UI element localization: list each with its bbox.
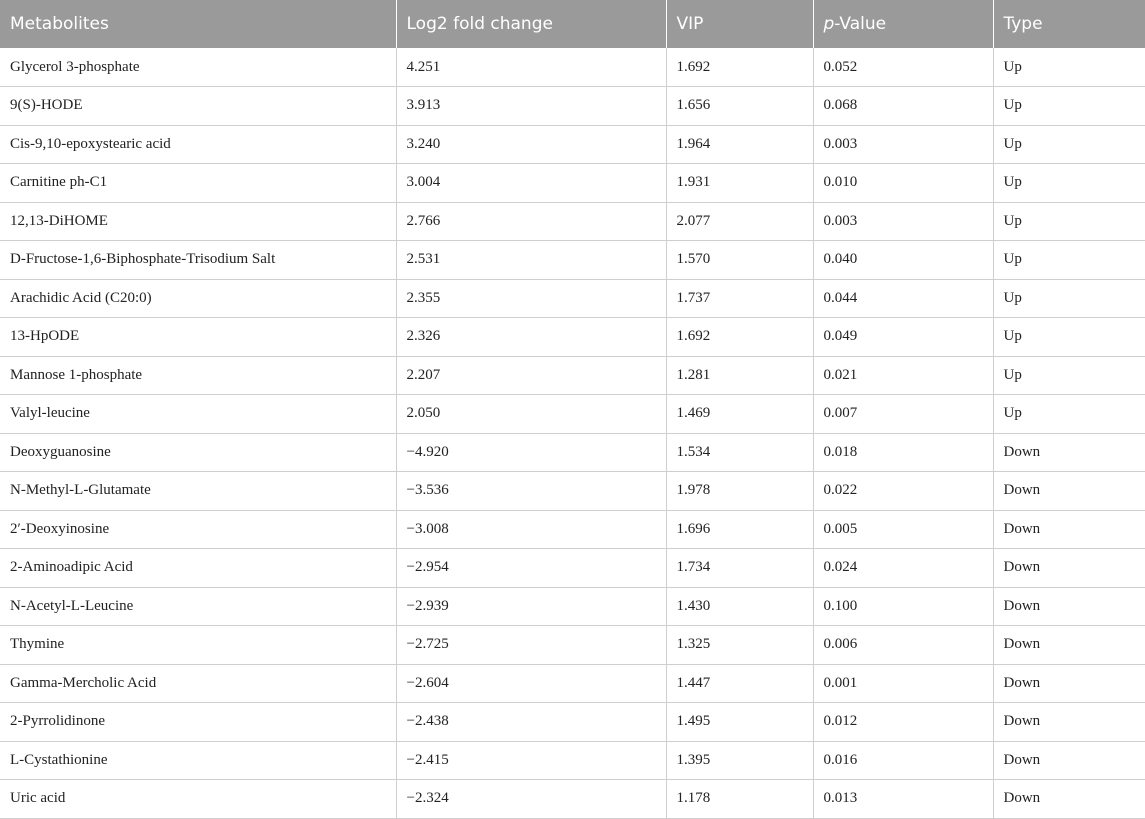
p-value-cell: 0.022 [813, 472, 993, 511]
header-metabolites: Metabolites [0, 0, 396, 48]
metabolite-name-cell: Deoxyguanosine [0, 433, 396, 472]
type-cell: Up [993, 202, 1145, 241]
p-value-cell: 0.021 [813, 356, 993, 395]
type-cell: Up [993, 125, 1145, 164]
vip-cell: 1.692 [666, 48, 813, 87]
log2-fold-change-cell: 3.004 [396, 164, 666, 203]
log2-fold-change-cell: −2.954 [396, 549, 666, 588]
type-cell: Down [993, 433, 1145, 472]
metabolite-name-cell: 2-Aminoadipic Acid [0, 549, 396, 588]
p-value-cell: 0.052 [813, 48, 993, 87]
vip-cell: 1.395 [666, 741, 813, 780]
table-row [0, 472, 1145, 511]
log2-fold-change-cell: −3.536 [396, 472, 666, 511]
log2-fold-change-cell: −2.604 [396, 664, 666, 703]
type-cell: Down [993, 472, 1145, 511]
metabolite-name-cell: 13-HpODE [0, 318, 396, 357]
vip-cell: 1.692 [666, 318, 813, 357]
vip-cell: 1.495 [666, 703, 813, 742]
p-value-cell: 0.013 [813, 780, 993, 819]
p-value-cell: 0.007 [813, 395, 993, 434]
log2-fold-change-cell: −2.324 [396, 780, 666, 819]
vip-cell: 1.734 [666, 549, 813, 588]
table-body [0, 48, 1145, 818]
type-cell: Up [993, 48, 1145, 87]
type-cell: Up [993, 241, 1145, 280]
p-value-cell: 0.012 [813, 703, 993, 742]
type-cell: Up [993, 318, 1145, 357]
type-cell: Down [993, 549, 1145, 588]
table-row [0, 318, 1145, 357]
log2-fold-change-cell: 2.326 [396, 318, 666, 357]
table-row [0, 549, 1145, 588]
vip-cell: 1.656 [666, 87, 813, 126]
type-cell: Down [993, 664, 1145, 703]
metabolite-name-cell: 9(S)-HODE [0, 87, 396, 126]
p-value-cell: 0.040 [813, 241, 993, 280]
metabolite-name-cell: Glycerol 3-phosphate [0, 48, 396, 87]
table-row [0, 164, 1145, 203]
vip-cell: 1.978 [666, 472, 813, 511]
metabolite-name-cell: 12,13-DiHOME [0, 202, 396, 241]
p-value-cell: 0.024 [813, 549, 993, 588]
metabolite-name-cell: D-Fructose-1,6-Biphosphate-Trisodium Salt [0, 241, 396, 280]
log2-fold-change-cell: −4.920 [396, 433, 666, 472]
p-value-cell: 0.044 [813, 279, 993, 318]
metabolite-name-cell: L-Cystathionine [0, 741, 396, 780]
header-row [0, 0, 1145, 48]
table-row [0, 587, 1145, 626]
type-cell: Down [993, 741, 1145, 780]
vip-cell: 1.281 [666, 356, 813, 395]
header-p-value-rest: -Value [834, 14, 887, 34]
p-value-cell: 0.005 [813, 510, 993, 549]
metabolite-name-cell: N-Acetyl-L-Leucine [0, 587, 396, 626]
log2-fold-change-cell: −3.008 [396, 510, 666, 549]
metabolite-name-cell: Arachidic Acid (C20:0) [0, 279, 396, 318]
p-value-cell: 0.016 [813, 741, 993, 780]
type-cell: Up [993, 164, 1145, 203]
table-header [0, 0, 1145, 48]
log2-fold-change-cell: 4.251 [396, 48, 666, 87]
vip-cell: 2.077 [666, 202, 813, 241]
table-row [0, 741, 1145, 780]
vip-cell: 1.447 [666, 664, 813, 703]
log2-fold-change-cell: −2.725 [396, 626, 666, 665]
type-cell: Up [993, 395, 1145, 434]
header-log2-fold-change: Log2 fold change [396, 0, 666, 48]
type-cell: Down [993, 780, 1145, 819]
metabolite-name-cell: N-Methyl-L-Glutamate [0, 472, 396, 511]
type-cell: Up [993, 356, 1145, 395]
type-cell: Down [993, 626, 1145, 665]
vip-cell: 1.696 [666, 510, 813, 549]
log2-fold-change-cell: 3.913 [396, 87, 666, 126]
vip-cell: 1.430 [666, 587, 813, 626]
log2-fold-change-cell: 2.050 [396, 395, 666, 434]
metabolite-name-cell: Thymine [0, 626, 396, 665]
type-cell: Up [993, 279, 1145, 318]
table-row [0, 279, 1145, 318]
log2-fold-change-cell: −2.438 [396, 703, 666, 742]
header-p-value [813, 0, 993, 48]
vip-cell: 1.931 [666, 164, 813, 203]
metabolite-name-cell: Uric acid [0, 780, 396, 819]
table-row [0, 395, 1145, 434]
metabolite-name-cell: Gamma-Mercholic Acid [0, 664, 396, 703]
table-row [0, 87, 1145, 126]
metabolite-name-cell: Mannose 1-phosphate [0, 356, 396, 395]
p-value-cell: 0.006 [813, 626, 993, 665]
metabolite-name-cell: Valyl-leucine [0, 395, 396, 434]
header-vip: VIP [666, 0, 813, 48]
log2-fold-change-cell: 2.766 [396, 202, 666, 241]
log2-fold-change-cell: −2.939 [396, 587, 666, 626]
table-row [0, 48, 1145, 87]
metabolite-name-cell: Cis-9,10-epoxystearic acid [0, 125, 396, 164]
vip-cell: 1.178 [666, 780, 813, 819]
metabolite-name-cell: Carnitine ph-C1 [0, 164, 396, 203]
log2-fold-change-cell: 3.240 [396, 125, 666, 164]
metabolite-name-cell: 2′-Deoxyinosine [0, 510, 396, 549]
type-cell: Up [993, 87, 1145, 126]
table-row [0, 626, 1145, 665]
vip-cell: 1.570 [666, 241, 813, 280]
type-cell: Down [993, 587, 1145, 626]
metabolite-name-cell: 2-Pyrrolidinone [0, 703, 396, 742]
log2-fold-change-cell: 2.355 [396, 279, 666, 318]
p-value-cell: 0.003 [813, 202, 993, 241]
p-value-cell: 0.001 [813, 664, 993, 703]
table-row [0, 241, 1145, 280]
p-value-cell: 0.018 [813, 433, 993, 472]
type-cell: Down [993, 510, 1145, 549]
header-p-value-italic: p [823, 14, 835, 34]
vip-cell: 1.737 [666, 279, 813, 318]
log2-fold-change-cell: −2.415 [396, 741, 666, 780]
vip-cell: 1.534 [666, 433, 813, 472]
p-value-cell: 0.003 [813, 125, 993, 164]
p-value-cell: 0.068 [813, 87, 993, 126]
vip-cell: 1.469 [666, 395, 813, 434]
table-row [0, 664, 1145, 703]
log2-fold-change-cell: 2.531 [396, 241, 666, 280]
table-row [0, 125, 1145, 164]
vip-cell: 1.325 [666, 626, 813, 665]
p-value-cell: 0.010 [813, 164, 993, 203]
p-value-cell: 0.100 [813, 587, 993, 626]
vip-cell: 1.964 [666, 125, 813, 164]
table-row [0, 202, 1145, 241]
p-value-cell: 0.049 [813, 318, 993, 357]
table-row [0, 433, 1145, 472]
header-type: Type [1003, 14, 1043, 34]
type-cell: Down [993, 703, 1145, 742]
table-row [0, 356, 1145, 395]
table-row [0, 703, 1145, 742]
table-row [0, 510, 1145, 549]
table-row [0, 780, 1145, 819]
log2-fold-change-cell: 2.207 [396, 356, 666, 395]
